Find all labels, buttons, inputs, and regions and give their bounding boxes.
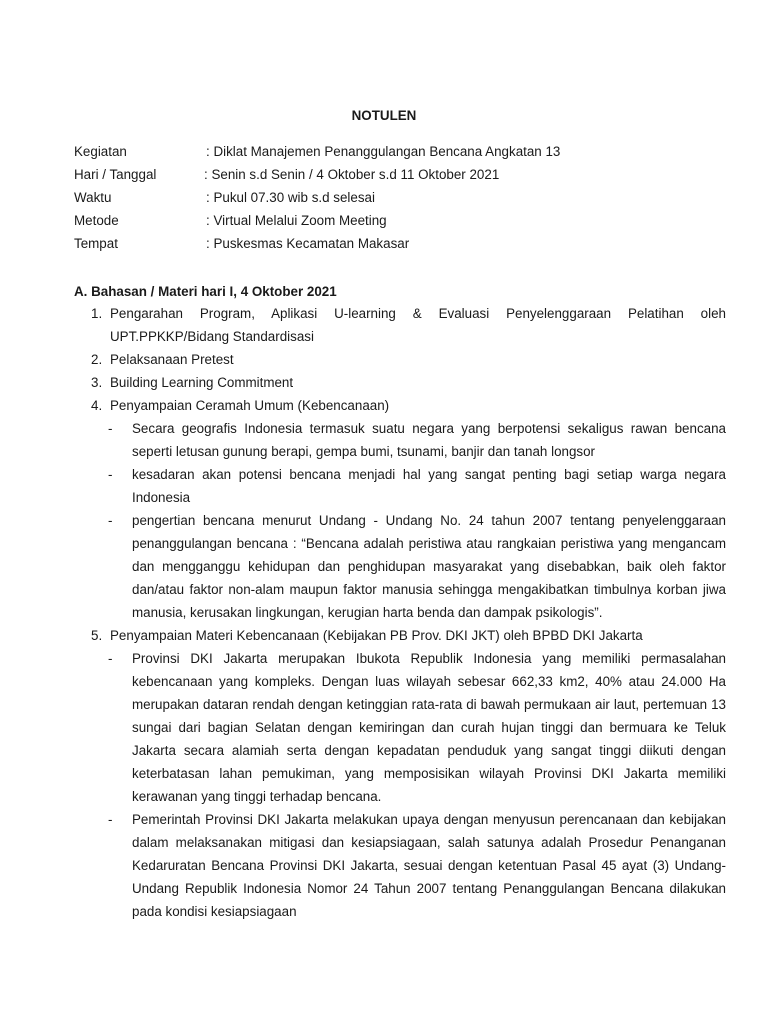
item-number: 4. [91,398,103,413]
document-title: NOTULEN [351,108,417,123]
item-text: Penyampaian Ceramah Umum (Kebencanaan) [110,398,390,413]
meta-table [74,140,714,255]
section-heading: A. Bahasan / Materi hari I, 4 Oktober 2021 [74,284,337,299]
meta-label: Hari / Tanggal [74,167,157,182]
meta-value: : Pukul 07.30 wib s.d selesai [206,190,375,205]
meta-row-hari-tanggal [74,163,714,186]
meta-label: Waktu [74,190,112,205]
meta-value: : Virtual Melalui Zoom Meeting [206,213,387,228]
meta-row-kegiatan [74,140,714,163]
item-text: Pelaksanaan Pretest [110,352,234,367]
meta-value: : Diklat Manajemen Penanggulangan Bencana Angkatan 13 [206,144,561,159]
item-number: 3. [91,375,103,390]
meta-label: Tempat [74,236,118,251]
meta-label: Metode [74,213,119,228]
item-number: 2. [91,352,103,367]
sub-item [74,509,726,624]
meta-value: : Puskesmas Kecamatan Makasar [206,236,410,251]
meta-row-waktu [74,186,714,209]
sub-item-text: Pemerintah Provinsi DKI Jakarta melakukan upaya dengan menyusun perencanaan dan kebijakan dalam melaksanakan mitigasi dan kesiapsiagaan, salah satunya adalah Prosedur Penanganan Kedaruratan Bencana Provinsi DKI Jakarta, sesuai dengan ketentuan Pasal 45 ayat (3) Undang-Undang Republik Indonesia Nomor 24 Tahun 2007 tentang Penanggulangan Bencana dilakukan pada kondisi kesiapsiagaan [132,812,726,919]
item-number: 5. [91,628,103,643]
item-text: Penyampaian Materi Kebencanaan (Kebijakan PB Prov. DKI JKT) oleh BPBD DKI Jakarta [110,628,643,643]
list-item [74,371,726,394]
meta-row-metode [74,209,714,232]
meta-value: : Senin s.d Senin / 4 Oktober s.d 11 Oktober 2021 [204,167,500,182]
item-text: Pengarahan Program, Aplikasi U-learning & Evaluasi Penyelenggaraan Pelatihan oleh UPT.PPKKP/Bidang Standardisasi [110,306,726,344]
sub-item [74,463,726,509]
list-item [74,302,726,348]
sub-item-text: Provinsi DKI Jakarta merupakan Ibukota Republik Indonesia yang memiliki permasalahan kebencanaan yang kompleks. Dengan luas wilayah sebesar 662,33 km2, 40% atau 24.000 Ha merupakan dataran rendah dengan ketinggian rata-rata di bawah permukaan air laut, pertemuan 13 sungai dari bagian Selatan dengan kemiringan dan curah hujan tinggi dan bermuara ke Teluk Jakarta secara alamiah serta dengan kepadatan penduduk yang sangat tinggi diikuti dengan keterbatasan lahan pemukiman, yang memposisikan wilayah Provinsi DKI Jakarta memiliki kerawanan yang tinggi terhadap bencana. [132,651,726,804]
meta-row-tempat [74,232,714,255]
sub-item-text: pengertian bencana menurut Undang - Undang No. 24 tahun 2007 tentang penyelenggaraan penanggulangan bencana : “Bencana adalah peristiwa atau rangkaian peristiwa yang mengancam dan mengganggu kehidupan dan penghidupan masyarakat yang disebabkan, baik oleh faktor dan/atau faktor non-alam maupun faktor manusia sehingga mengakibatkan timbulnya korban jiwa manusia, kerusakan lingkungan, kerugian harta benda dan dampak psikologis”. [132,513,726,620]
item-text: Building Learning Commitment [110,375,294,390]
sub-item-text: kesadaran akan potensi bencana menjadi hal yang sangat penting bagi setiap warga negara Indonesia [132,467,726,505]
list-item [74,348,726,371]
item-number: 1. [91,306,103,321]
bullet-dash: - [108,651,113,666]
bullet-dash: - [108,467,113,482]
sub-item [74,647,726,808]
sub-item [74,808,726,923]
bullet-dash: - [108,421,113,436]
bullet-dash: - [108,513,113,528]
sub-item [74,417,726,463]
bullet-dash: - [108,812,113,827]
list-item [74,394,726,417]
list-item [74,624,726,647]
sub-item-text: Secara geografis Indonesia termasuk suatu negara yang berpotensi sekaligus rawan bencana seperti letusan gunung berapi, gempa bumi, tsunami, banjir dan tanah longsor [132,421,726,459]
agenda-list [74,302,726,923]
meta-label: Kegiatan [74,144,127,159]
